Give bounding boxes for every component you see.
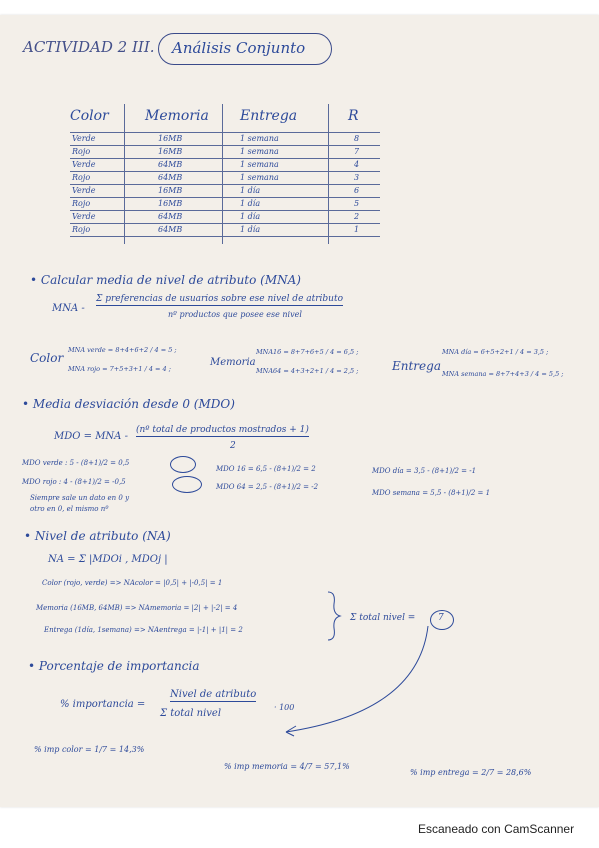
- table-row: [70, 146, 380, 159]
- mdo-note: Siempre sale un dato en 0 y: [30, 494, 130, 502]
- table-cell: Verde: [72, 212, 96, 221]
- table-cell: 64MB: [158, 212, 183, 221]
- mna-denominator: nº productos que posee ese nivel: [168, 310, 302, 319]
- table-header-row: [70, 100, 380, 133]
- table-cell: 64MB: [158, 173, 183, 182]
- highlight-circle: [170, 456, 196, 473]
- activity-label: ACTIVIDAD 2 III.: [23, 38, 155, 56]
- mdo-denominator: 2: [230, 441, 236, 451]
- section-heading-mdo: Media desviación desde 0 (MDO): [32, 397, 235, 411]
- mdo-64: MDO 64 = 2,5 - (8+1)/2 = -2: [216, 483, 319, 491]
- table-cell: 1 día: [240, 186, 261, 195]
- table-cell: Rojo: [72, 173, 91, 182]
- table-header-color: Color: [70, 108, 109, 124]
- table-cell: Rojo: [72, 225, 91, 234]
- table-cell: 7: [354, 147, 360, 156]
- pct-memoria: % imp memoria = 4/7 = 57,1%: [224, 762, 350, 771]
- pct-numerator: Nivel de atributo: [170, 689, 257, 700]
- preference-table: [70, 100, 380, 237]
- mdo-semana: MDO semana = 5,5 - (8+1)/2 = 1: [372, 489, 491, 497]
- table-cell: 64MB: [158, 225, 183, 234]
- bullet: •: [24, 529, 32, 543]
- total-level-label: Σ total nivel =: [350, 613, 416, 623]
- table-cell: 8: [354, 134, 360, 143]
- mdo-numerator: (nº total de productos mostrados + 1): [136, 425, 309, 435]
- memoria-label: Memoria: [210, 357, 256, 368]
- mna-numerator: Σ preferencias de usuarios sobre ese nivel de atributo: [96, 294, 344, 304]
- table-cell: 4: [354, 160, 360, 169]
- pct-color: % imp color = 1/7 = 14,3%: [34, 745, 145, 754]
- mdo-verde: MDO verde : 5 - (8+1)/2 = 0,5: [22, 459, 130, 467]
- table-cell: 16MB: [158, 186, 183, 195]
- na-formula: NA = Σ |MDOi , MDOj |: [48, 554, 168, 565]
- table-cell: 1 semana: [240, 134, 279, 143]
- scanner-watermark: Escaneado con CamScanner: [418, 822, 575, 836]
- table-cell: Verde: [72, 160, 96, 169]
- table-row: [70, 159, 380, 172]
- highlight-circle: [172, 476, 202, 493]
- table-cell: 1 semana: [240, 173, 279, 182]
- table-cell: 16MB: [158, 147, 183, 156]
- mdo-label: MDO = MNA -: [54, 431, 128, 442]
- mdo-16: MDO 16 = 6,5 - (8+1)/2 = 2: [216, 465, 316, 473]
- table-cell: Verde: [72, 134, 96, 143]
- mna-16: MNA16 = 8+7+6+5 / 4 = 6,5 ;: [256, 348, 359, 356]
- mdo-dia: MDO día = 3,5 - (8+1)/2 = -1: [372, 467, 477, 475]
- pct-times-100: · 100: [274, 703, 295, 712]
- pct-denominator: Σ total nivel: [160, 708, 222, 719]
- table-row: [70, 172, 380, 185]
- page-title: Análisis Conjunto: [172, 39, 306, 57]
- mdo-rojo: MDO rojo : 4 - (8+1)/2 = -0,5: [22, 478, 126, 486]
- table-cell: 2: [354, 212, 360, 221]
- table-cell: Rojo: [72, 147, 91, 156]
- table-header-r: R: [348, 108, 359, 124]
- section-heading-porcentaje: Porcentaje de importancia: [38, 659, 200, 673]
- mna-label: MNA -: [52, 303, 85, 314]
- table-cell: 1 semana: [240, 147, 279, 156]
- total-level-value: 7: [438, 613, 444, 623]
- mna-rojo: MNA rojo = 7+5+3+1 / 4 = 4 ;: [68, 365, 171, 373]
- table-cell: 16MB: [158, 134, 183, 143]
- table-cell: 1 día: [240, 212, 261, 221]
- table-cell: Rojo: [72, 199, 91, 208]
- table-cell: 1 semana: [240, 160, 279, 169]
- table-cell: Verde: [72, 186, 96, 195]
- mna-semana: MNA semana = 8+7+4+3 / 4 = 5,5 ;: [442, 370, 564, 378]
- na-color: Color (rojo, verde) => NAcolor = |0,5| + |-0,5| = 1: [42, 579, 223, 587]
- bullet: •: [28, 659, 36, 673]
- table-cell: 1 día: [240, 225, 261, 234]
- table-row: [70, 211, 380, 224]
- bullet: •: [30, 273, 38, 287]
- na-entrega: Entrega (1día, 1semana) => NAentrega = |-1| + |1| = 2: [44, 626, 243, 634]
- table-row: [70, 185, 380, 198]
- table-cell: 3: [354, 173, 360, 182]
- section-heading-mna: Calcular media de nivel de atributo (MNA): [40, 273, 301, 287]
- mna-64: MNA64 = 4+3+2+1 / 4 = 2,5 ;: [256, 367, 359, 375]
- pct-formula-label: % importancia =: [60, 699, 146, 710]
- table-header-memoria: Memoria: [145, 108, 209, 124]
- table-cell: 6: [354, 186, 360, 195]
- mna-verde: MNA verde = 8+4+6+2 / 4 = 5 ;: [68, 346, 177, 354]
- entrega-label: Entrega: [392, 359, 441, 373]
- table-cell: 1 día: [240, 199, 261, 208]
- mdo-note: otro en 0, el mismo nº: [30, 505, 109, 513]
- table-divider: [124, 104, 125, 244]
- table-row: [70, 224, 380, 237]
- table-header-entrega: Entrega: [240, 108, 298, 124]
- table-cell: 5: [354, 199, 360, 208]
- table-cell: 1: [354, 225, 360, 234]
- color-label: Color: [30, 351, 64, 365]
- pct-entrega: % imp entrega = 2/7 = 28,6%: [410, 768, 532, 777]
- table-row: [70, 198, 380, 211]
- na-memoria: Memoria (16MB, 64MB) => NAmemoria = |2| + |-2| = 4: [36, 604, 238, 612]
- table-cell: 64MB: [158, 160, 183, 169]
- table-row: [70, 133, 380, 146]
- table-divider: [222, 104, 223, 244]
- table-divider: [328, 104, 329, 244]
- arrow: [278, 622, 438, 740]
- bullet: •: [22, 397, 30, 411]
- table-cell: 16MB: [158, 199, 183, 208]
- section-heading-na: Nivel de atributo (NA): [34, 529, 171, 543]
- mna-dia: MNA día = 6+5+2+1 / 4 = 3,5 ;: [442, 348, 549, 356]
